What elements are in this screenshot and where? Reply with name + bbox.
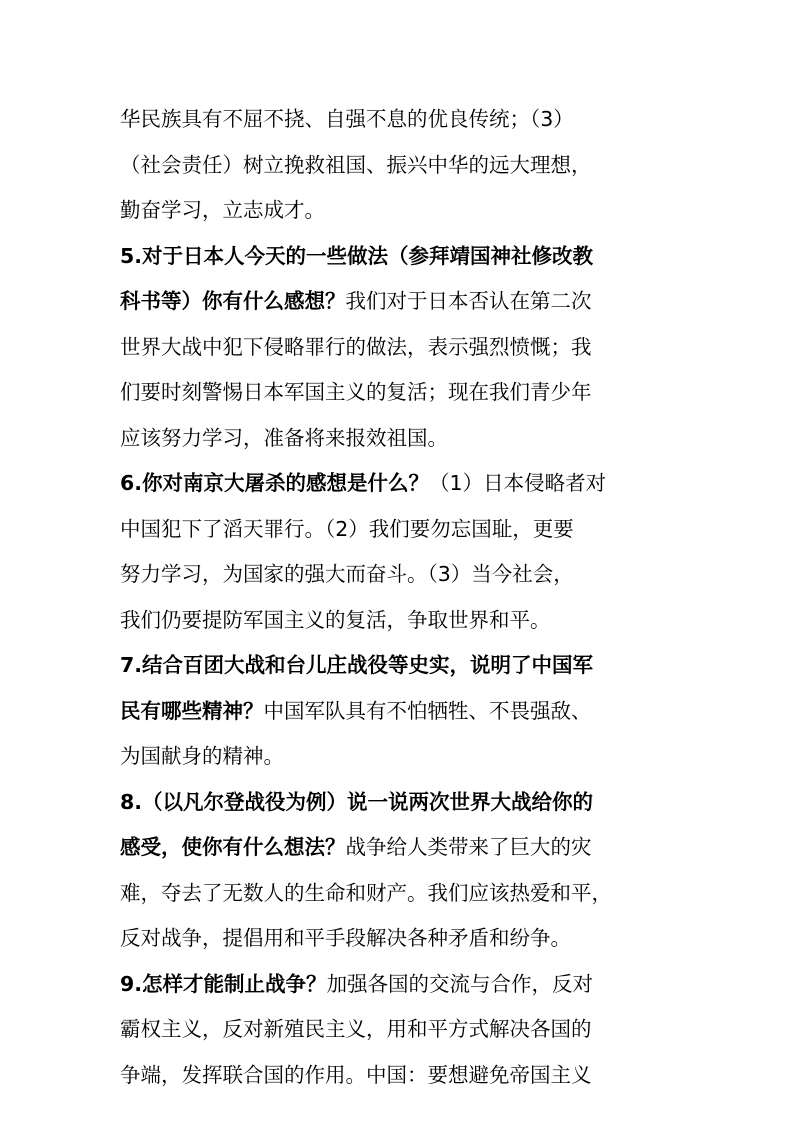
body-text: 世界大战中犯下侵略罪行的做法，表示强烈愤慨；我 <box>120 334 592 359</box>
body-text: （1）日本侵略者对 <box>429 471 607 495</box>
question-heading-text: 民有哪些精神？ <box>120 698 264 723</box>
text-line <box>120 871 680 917</box>
body-text: 们要时刻警惕日本军国主义的复活；现在我们青少年 <box>120 380 592 404</box>
text-line <box>120 825 680 871</box>
body-text: 中国军队具有不怕牺牲、不畏强敌、 <box>263 698 592 723</box>
body-text: 加强各国的交流与合作，反对 <box>326 971 594 996</box>
text-line <box>120 962 680 1008</box>
text-line <box>120 370 680 416</box>
document-body <box>120 97 680 1098</box>
text-line <box>120 234 680 280</box>
text-line <box>120 97 680 143</box>
body-text: 我们对于日本否认在第二次 <box>345 289 592 313</box>
text-line <box>120 279 680 325</box>
text-line <box>120 416 680 462</box>
body-text: 难，夺去了无数人的生命和财产。我们应该热爱和平， <box>120 880 612 905</box>
text-line <box>120 1007 680 1053</box>
text-line <box>120 461 680 507</box>
body-text: 勤奋学习，立志成才。 <box>120 198 325 222</box>
text-line <box>120 734 680 780</box>
text-line <box>120 1053 680 1099</box>
body-text: 反对战争，提倡用和平手段解决各种矛盾和纷争。 <box>120 926 571 950</box>
body-text: 努力学习，为国家的强大而奋斗。（3）当今社会， <box>120 562 574 586</box>
text-line <box>120 916 680 962</box>
body-text: 我们仍要提防军国主义的复活，争取世界和平。 <box>120 607 551 632</box>
body-text: 霸权主义，反对新殖民主义，用和平方式解决各国的 <box>120 1017 592 1041</box>
question-heading-text: 感受，使你有什么想法？ <box>120 835 346 859</box>
body-text: （社会责任）树立挽救祖国、振兴中华的远大理想， <box>120 152 592 177</box>
text-line <box>120 598 680 644</box>
question-heading-text: 8.（以凡尔登战役为例）说一说两次世界大战给你的 <box>120 789 594 814</box>
body-text: 战争给人类带来了巨大的灾 <box>345 835 592 859</box>
text-line <box>120 780 680 826</box>
text-line <box>120 325 680 371</box>
body-text: 华民族具有不屈不挠、自强不息的优良传统；（3） <box>120 107 574 131</box>
body-text: 应该努力学习，准备将来报效祖国。 <box>120 425 448 450</box>
question-heading-text: 6.你对南京大屠杀的感想是什么？ <box>120 471 430 495</box>
body-text: 为国献身的精神。 <box>120 744 284 768</box>
question-heading-text: 9.怎样才能制止战争？ <box>120 971 327 996</box>
text-line <box>120 689 680 735</box>
question-heading-text: 7.结合百团大战和台儿庄战役等史实，说明了中国军 <box>120 653 594 677</box>
body-text: 中国犯下了滔天罪行。（2）我们要勿忘国耻，更要 <box>120 516 574 541</box>
body-text: 争端，发挥联合国的作用。中国：要想避免帝国主义 <box>120 1062 592 1087</box>
text-line <box>120 143 680 189</box>
text-line <box>120 643 680 689</box>
question-heading-text: 科书等）你有什么感想？ <box>120 289 346 313</box>
question-heading-text: 5.对于日本人今天的一些做法（参拜靖国神社修改教 <box>120 243 594 268</box>
text-line <box>120 507 680 553</box>
text-line <box>120 552 680 598</box>
text-line <box>120 188 680 234</box>
